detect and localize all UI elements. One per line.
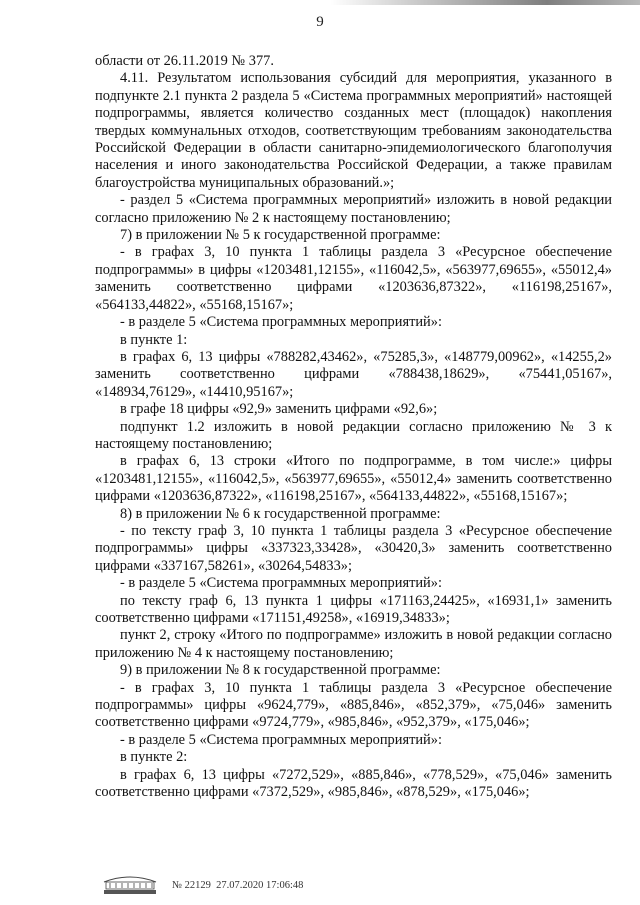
paragraph: подпункт 1.2 изложить в новой редакции согласно приложению № 3 к настоящему постановлению; — [95, 418, 612, 452]
paragraph: - раздел 5 «Система программных мероприятий» изложить в новой редакции согласно приложению № 2 к настоящему постановлению; — [95, 192, 612, 226]
footer-timestamp: 27.07.2020 17:06:48 — [216, 880, 304, 891]
paragraph: 7) в приложении № 5 к государственной программе: — [120, 227, 441, 244]
paragraph: в графах 6, 13 строки «Итого по подпрограмме, в том числе:» цифры «1203481,12155», «116042,5», «563977,69655», «55012,4» заменить соответственно цифрами «1203636,87322», «116198,25167», «564133,44822», «55168,15167»; — [95, 453, 612, 505]
paragraph: 9) в приложении № 8 к государственной программе: — [120, 662, 441, 679]
paragraph: 8) в приложении № 6 к государственной программе: — [120, 505, 441, 522]
paragraph: в пункте 1: — [120, 331, 188, 348]
footer-registration — [172, 880, 303, 891]
paragraph: по тексту граф 6, 13 пункта 1 цифры «171163,24425», «16931,1» заменить соответственно цифрами «171151,49258», «16919,34833»; — [95, 592, 612, 626]
page-number: 9 — [316, 14, 324, 30]
paragraph: - в разделе 5 «Система программных мероприятий»: — [120, 575, 442, 592]
paragraph: в графе 18 цифры «92,9» заменить цифрами «92,6»; — [120, 401, 438, 418]
scan-edge-artifact — [330, 0, 640, 5]
paragraph: в графах 6, 13 цифры «788282,43462», «75285,3», «148779,00962», «14255,2» заменить соответственно цифрами «788438,18629», «75441,05167», «148934,76129», «14410,95167»; — [95, 348, 612, 400]
paragraph: пункт 2, строку «Итого по подпрограмме» изложить в новой редакции согласно приложению № 4 к настоящему постановлению; — [95, 627, 612, 661]
paragraph: - в разделе 5 «Система программных мероприятий»: — [120, 314, 442, 331]
document-footer — [100, 874, 400, 904]
footer-doc-number: № 22129 — [172, 880, 211, 891]
paragraph: - в разделе 5 «Система программных мероприятий»: — [120, 731, 442, 748]
paragraph: области от 26.11.2019 № 377. — [95, 53, 274, 69]
government-emblem-icon — [100, 874, 160, 896]
document-body — [95, 53, 612, 801]
paragraph: - в графах 3, 10 пункта 1 таблицы раздела 3 «Ресурсное обеспечение подпрограммы» цифры «9624,779», «885,846», «852,379», «75,046» заменить соответственно цифрами «9724,779», «985,846», «952,379», «175,046»; — [95, 679, 612, 731]
paragraph: - в графах 3, 10 пункта 1 таблицы раздела 3 «Ресурсное обеспечение подпрограммы» в цифры «1203481,12155», «116042,5», «563977,69655», «55012,4» заменить соответственно цифрами «1203636,87322», «116198,25167», «564133,44822», «55168,15167»; — [95, 244, 612, 313]
paragraph: в пункте 2: — [120, 749, 188, 766]
paragraph: в графах 6, 13 цифры «7272,529», «885,846», «778,529», «75,046» заменить соответственно цифрами «7372,529», «985,846», «878,529», «175,046»; — [95, 766, 612, 801]
paragraph: - по тексту граф 3, 10 пункта 1 таблицы раздела 3 «Ресурсное обеспечение подпрограммы» цифры «337323,33428», «30420,3» заменить соответственно цифрами «337167,58261», «30264,54833»; — [95, 522, 612, 574]
paragraph: 4.11. Результатом использования субсидий для мероприятия, указанного в подпункте 2.1 пункта 2 раздела 5 «Система программных мероприятий» настоящей подпрограммы, является количество созданных мест (площадок) накопления твердых коммунальных отходов, соответствующим требованиям законодательства Российской Федерации в области санитарно-эпидемиологического благополучия населения и иного законодательства Российской Федерации, а также правилам благоустройства муниципальных образований.»; — [95, 70, 612, 191]
